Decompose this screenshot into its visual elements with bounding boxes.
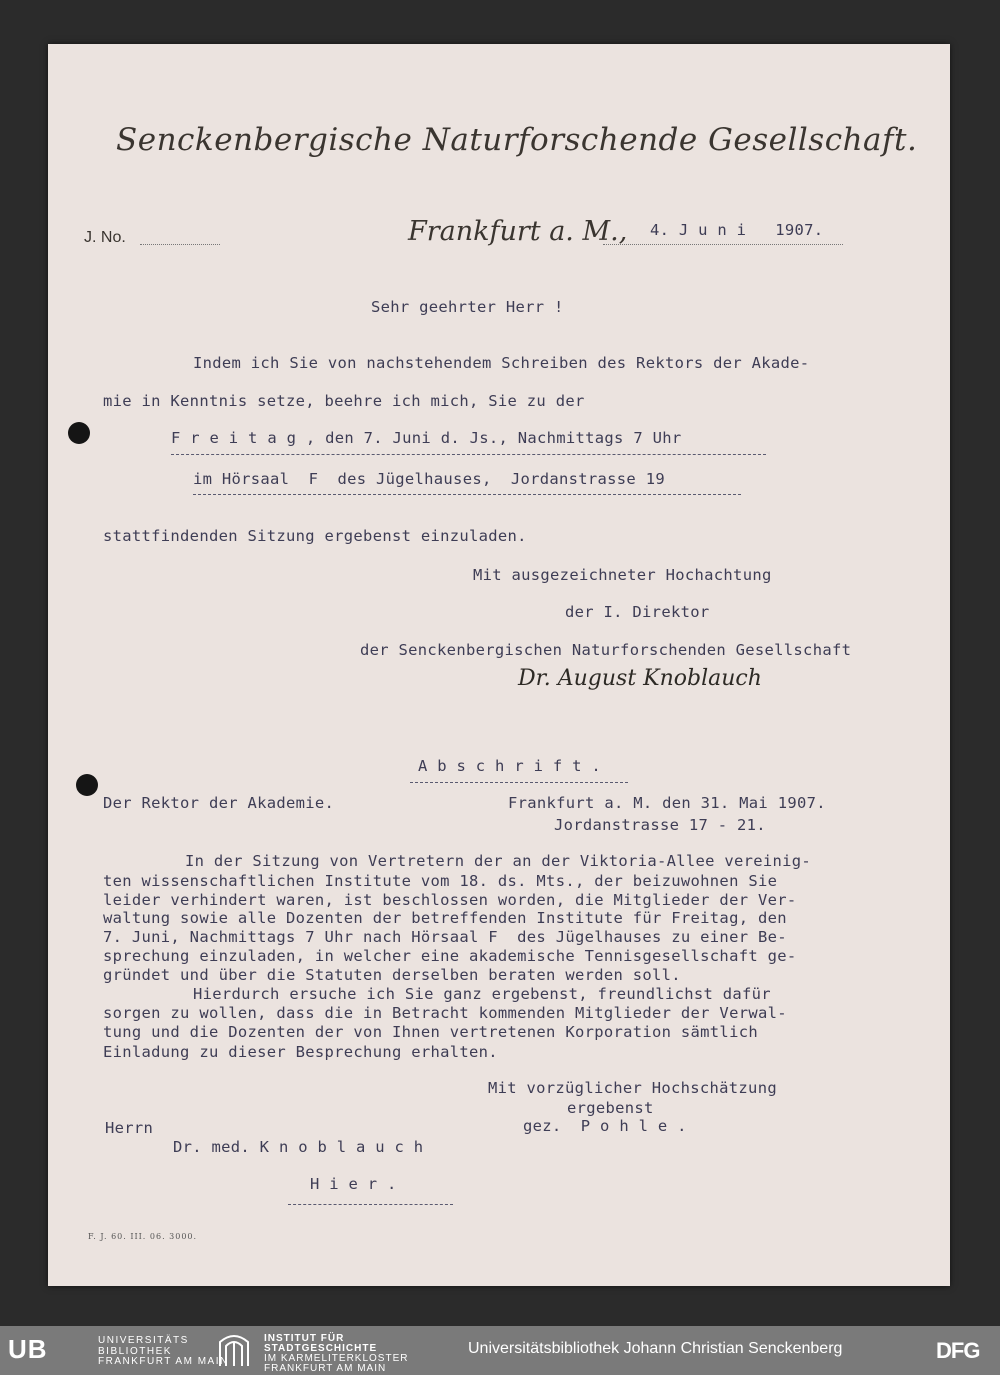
copy-p2-line: Einladung zu dieser Besprechung erhalten. (103, 1043, 498, 1061)
recipient-place-underline (288, 1204, 453, 1205)
date-line (603, 244, 843, 245)
punch-hole-icon (76, 774, 98, 796)
closing-line-2: der I. Direktor (565, 603, 710, 621)
copy-date: Frankfurt a. M. den 31. Mai 1907. (508, 794, 826, 812)
copy-p1-line: In der Sitzung von Vertretern der an der Viktoria-Allee vereinig- (185, 852, 812, 870)
institute-text-line: INSTITUT FÜR (264, 1333, 345, 1344)
copy-heading: A b s c h r i f t . (418, 757, 602, 775)
handwritten-signature: Dr. August Knoblauch (518, 666, 762, 691)
journal-number-line (140, 244, 220, 245)
ub-text-line: BIBLIOTHEK (98, 1345, 172, 1357)
letterhead-title: Senckenbergische Naturforschende Gesellschaft. (116, 122, 918, 158)
event-line-2: im Hörsaal F des Jügelhauses, Jordanstrasse 19 (193, 470, 665, 488)
copy-p2-line: tung und die Dozenten der von Ihnen vertretenen Korporation sämtlich (103, 1023, 758, 1041)
copy-closing-2: ergebenst (567, 1099, 654, 1117)
body-line-1: Indem ich Sie von nachstehendem Schreiben des Rektors der Akade- (193, 354, 810, 372)
library-title: Universitätsbibliothek Johann Christian Senckenberg (468, 1340, 843, 1357)
institute-text-line: FRANKFURT AM MAIN (264, 1363, 387, 1374)
copy-p1-line: 7. Juni, Nachmittags 7 Uhr nach Hörsaal F des Jügelhauses zu einer Be- (103, 928, 787, 946)
journal-number-label: J. No. (84, 229, 126, 246)
copy-p1-line: leider verhindert waren, ist beschlossen worden, die Mitglieder der Ver- (103, 891, 797, 909)
body-line-3: stattfindenden Sitzung ergebenst einzuladen. (103, 527, 527, 545)
letter-page (48, 44, 950, 1286)
closing-line-1: Mit ausgezeichneter Hochachtung (473, 566, 772, 584)
copy-p1-line: waltung sowie alle Dozenten der betreffenden Institute für Freitag, den (103, 909, 787, 927)
institute-logo-icon (216, 1332, 252, 1368)
body-line-2: mie in Kenntnis setze, beehre ich mich, Sie zu der (103, 392, 585, 410)
copy-address: Jordanstrasse 17 - 21. (554, 816, 766, 834)
copy-closing-1: Mit vorzüglicher Hochschätzung (488, 1079, 777, 1097)
print-mark: F. J. 60. III. 06. 3000. (88, 1232, 198, 1241)
letter-city: Frankfurt a. M., (408, 216, 628, 247)
copy-heading-underline (410, 782, 628, 783)
footer-bar (0, 1326, 1000, 1375)
institute-text (264, 1334, 408, 1374)
dfg-logo: DFG (936, 1338, 980, 1363)
copy-closing-3: gez. P o h l e . (523, 1117, 687, 1135)
letter-date: 4. J u n i 1907. (650, 221, 824, 239)
recipient-label: Herrn (105, 1119, 154, 1137)
copy-p1-line: ten wissenschaftlichen Institute vom 18. ds. Mts., der beizuwohnen Sie (103, 872, 778, 890)
copy-p1-line: sprechung einzuladen, in welcher eine akademische Tennisgesellschaft ge- (103, 947, 797, 965)
institute-text-line: IM KARMELITERKLOSTER (264, 1353, 409, 1364)
ub-logo: UB (8, 1334, 48, 1364)
copy-p2-line: sorgen zu wollen, dass die in Betracht kommenden Mitglieder der Verwal- (103, 1004, 787, 1022)
copy-p2-line: Hierdurch ersuche ich Sie ganz ergebenst, freundlichst dafür (193, 985, 771, 1003)
salutation: Sehr geehrter Herr ! (371, 298, 564, 316)
ub-text-line: UNIVERSITÄTS (98, 1335, 189, 1346)
event-line-1: F r e i t a g , den 7. Juni d. Js., Nachmittags 7 Uhr (171, 429, 682, 447)
event-underline-1 (171, 454, 766, 455)
copy-p1-line: gründet und über die Statuten derselben beraten werden soll. (103, 966, 681, 984)
punch-hole-icon (68, 422, 90, 444)
event-underline-2 (193, 494, 741, 495)
ub-text-line: FRANKFURT AM MAIN (98, 1356, 229, 1367)
ub-text (98, 1336, 229, 1368)
recipient-place: H i e r . (310, 1175, 397, 1193)
copy-sender: Der Rektor der Akademie. (103, 794, 335, 812)
recipient-name: Dr. med. K n o b l a u c h (173, 1138, 424, 1156)
closing-line-3: der Senckenbergischen Naturforschenden Gesellschaft (360, 641, 852, 659)
institute-text-line: STADTGESCHICHTE (264, 1343, 378, 1354)
